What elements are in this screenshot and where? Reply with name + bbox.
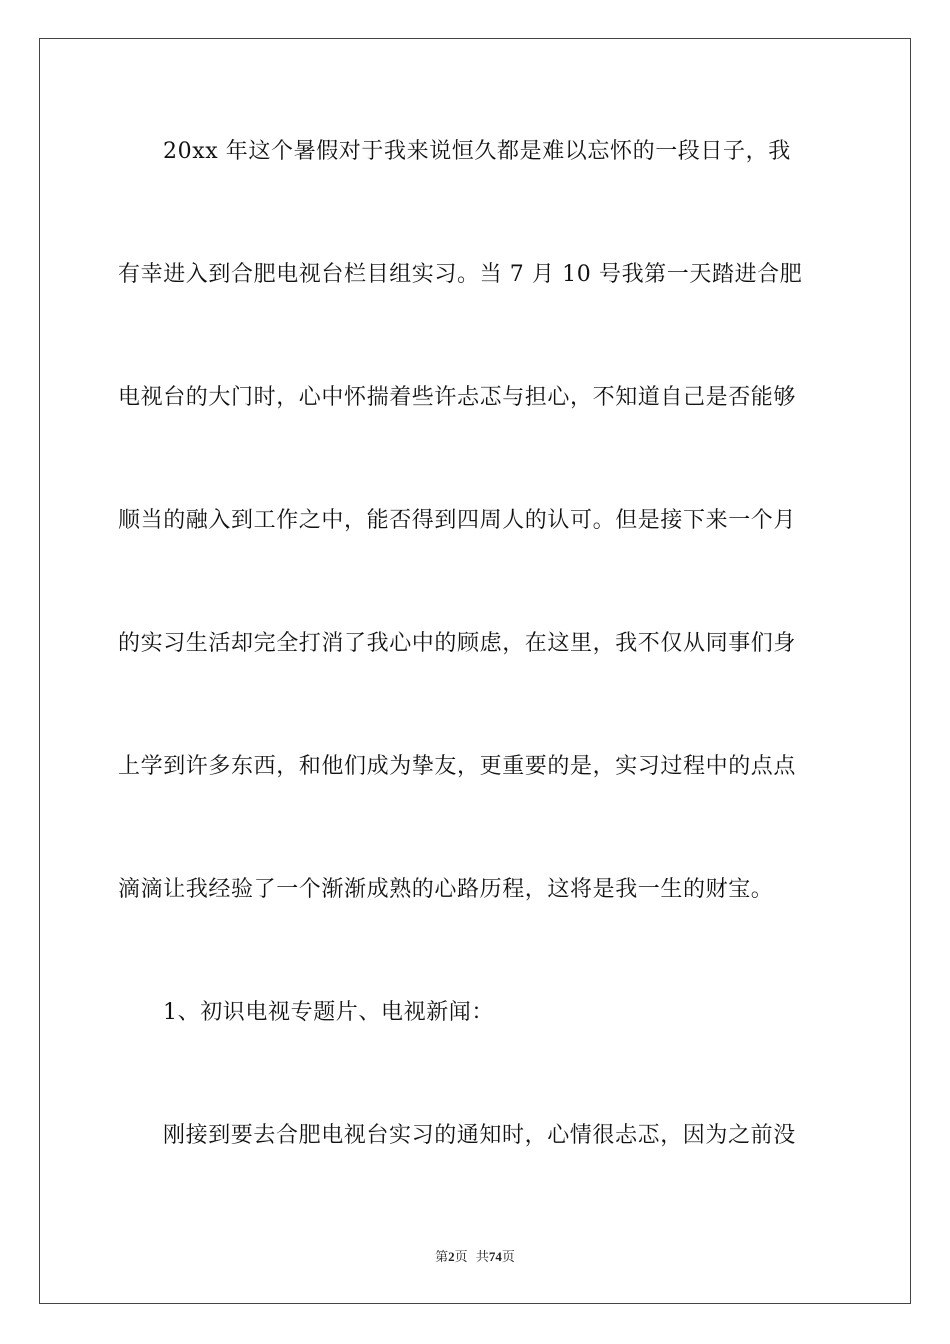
paragraph-line: 顺当的融入到工作之中，能否得到四周人的认可。但是接下来一个月 (118, 508, 797, 533)
total-page-count: 74 (488, 1249, 502, 1264)
section-heading: 1、初识电视专题片、电视新闻： (163, 1000, 494, 1025)
page-border (39, 38, 911, 1304)
paragraph-line: 上学到许多东西，和他们成为挚友，更重要的是，实习过程中的点点 (118, 754, 797, 779)
paragraph-line: 电视台的大门时，心中怀揣着些许忐忑与担心，不知道自己是否能够 (118, 385, 797, 410)
paragraph-line: 有幸进入到合肥电视台栏目组实习。当 7 月 10 号我第一天踏进合肥 (118, 262, 803, 287)
footer-suffix: 页 (501, 1250, 515, 1265)
paragraph-line: 刚接到要去合肥电视台实习的通知时，心情很忐忑，因为之前没 (163, 1123, 796, 1148)
footer-prefix: 第 (435, 1250, 449, 1265)
footer-middle: 页 共 (454, 1250, 489, 1265)
paragraph-line: 滴滴让我经验了一个渐渐成熟的心路历程，这将是我一生的财宝。 (118, 877, 774, 902)
paragraph-line: 20xx 年这个暑假对于我来说恒久都是难以忘怀的一段日子，我 (163, 139, 791, 164)
page-footer (0, 1246, 950, 1265)
current-page-number: 2 (448, 1249, 455, 1264)
paragraph-line: 的实习生活却完全打消了我心中的顾虑，在这里，我不仅从同事们身 (118, 631, 797, 656)
